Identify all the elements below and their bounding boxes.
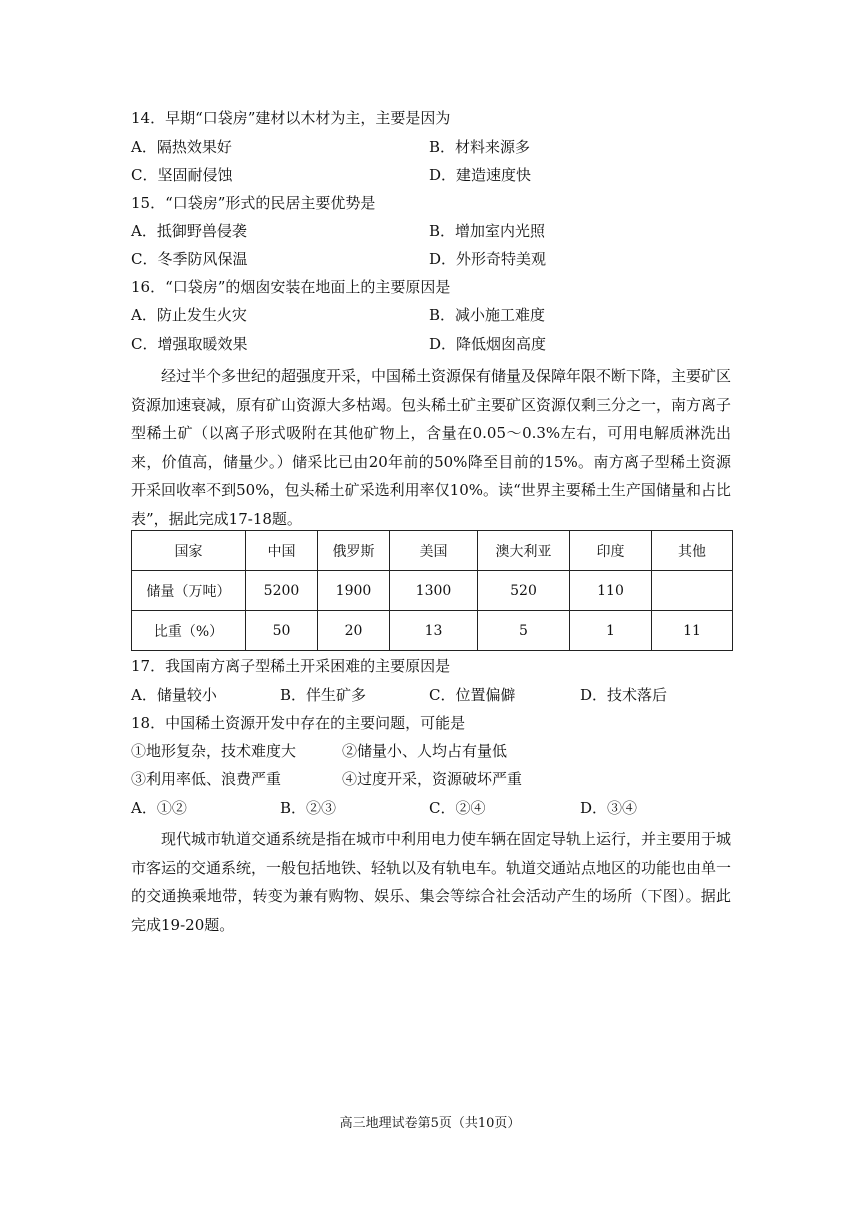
question-18-option-b: B．②③ [280, 799, 337, 817]
table-cell: 1 [570, 611, 652, 651]
question-17-option-a: A．储量较小 [131, 686, 217, 704]
rare-earth-reserve-table [131, 530, 733, 651]
question-17-option-b: B．伴生矿多 [280, 686, 367, 704]
table-header-row [132, 531, 733, 571]
table-cell: 50 [246, 611, 318, 651]
table-cell: 13 [390, 611, 478, 651]
table-cell: 110 [570, 571, 652, 611]
question-18-statement-4: ④过度开采，资源破坏严重 [342, 770, 523, 788]
table-header-cell: 俄罗斯 [318, 531, 390, 571]
question-15-stem: 15．“口袋房”形式的民居主要优势是 [131, 194, 376, 212]
table-row [132, 571, 733, 611]
question-18-stem: 18．中国稀土资源开发中存在的主要问题，可能是 [131, 714, 466, 732]
table-header-cell: 国家 [132, 531, 246, 571]
table-header-cell: 其他 [652, 531, 733, 571]
question-14-option-a: A．隔热效果好 [131, 138, 232, 156]
question-18-statement-3: ③利用率低、浪费严重 [131, 770, 282, 788]
table-cell [652, 571, 733, 611]
question-17-option-d: D．技术落后 [580, 686, 668, 704]
table-cell: 1900 [318, 571, 390, 611]
question-14-option-d: D．建造速度快 [429, 166, 532, 184]
question-15-option-a: A．抵御野兽侵袭 [131, 222, 247, 240]
table-cell: 5 [478, 611, 570, 651]
question-18-statement-1: ①地形复杂，技术难度大 [131, 742, 297, 760]
question-17-stem: 17．我国南方离子型稀土开采困难的主要原因是 [131, 657, 451, 675]
table-cell: 5200 [246, 571, 318, 611]
question-18-statement-2: ②储量小、人均占有量低 [342, 742, 508, 760]
question-16-stem: 16．“口袋房”的烟囱安装在地面上的主要原因是 [131, 278, 451, 296]
table-cell: 储量（万吨） [132, 571, 246, 611]
question-16-option-a: A．防止发生火灾 [131, 306, 247, 324]
table-cell: 520 [478, 571, 570, 611]
question-14-option-c: C．坚固耐侵蚀 [131, 166, 233, 184]
question-14-option-b: B．材料来源多 [429, 138, 531, 156]
question-18-option-c: C．②④ [429, 799, 486, 817]
question-15-option-c: C．冬季防风保温 [131, 250, 248, 268]
table-header-cell: 中国 [246, 531, 318, 571]
question-15-option-b: B．增加室内光照 [429, 222, 546, 240]
question-15-option-d: D．外形奇特美观 [429, 250, 547, 268]
table-header-cell: 澳大利亚 [478, 531, 570, 571]
question-16-option-d: D．降低烟囱高度 [429, 335, 547, 353]
question-17-option-c: C．位置偏僻 [429, 686, 516, 704]
question-14-stem: 14．早期“口袋房”建材以木材为主，主要是因为 [131, 109, 451, 127]
question-16-option-c: C．增强取暖效果 [131, 335, 248, 353]
question-16-option-b: B．减小施工难度 [429, 306, 546, 324]
table-cell: 1300 [390, 571, 478, 611]
table-cell: 20 [318, 611, 390, 651]
table-header-cell: 印度 [570, 531, 652, 571]
table-cell: 11 [652, 611, 733, 651]
table-cell: 比重（%） [132, 611, 246, 651]
page-footer: 高三地理试卷第5页（共10页） [339, 1116, 521, 1131]
rail-transit-passage: 现代城市轨道交通系统是指在城市中利用电力使车辆在固定导轨上运行，并主要用于城市客运的交通系统，一般包括地铁、轻轨以及有轨电车。轨道交通站点地区的功能也由单一的交通换乘地带，转变为兼有购物、娱乐、集会等综合社会活动产生的场所（下图）。据此完成19-20题。 [131, 830, 732, 934]
table-row [132, 611, 733, 651]
question-18-option-a: A．①② [131, 799, 187, 817]
table-header-cell: 美国 [390, 531, 478, 571]
question-18-option-d: D．③④ [580, 799, 638, 817]
rare-earth-passage: 经过半个多世纪的超强度开采，中国稀土资源保有储量及保障年限不断下降，主要矿区资源加速衰减，原有矿山资源大多枯竭。包头稀土矿主要矿区资源仅剩三分之一，南方离子型稀土矿（以离子形式吸附在其他矿物上，含量在0.05～0.3%左右，可用电解质淋洗出来，价值高，储量少。）储采比已由20年前的50%降至目前的15%。南方离子型稀土资源开采回收率不到50%，包头稀土矿采选利用率仅10%。读“世界主要稀土生产国储量和占比表”，据此完成17-18题。 [131, 367, 732, 528]
